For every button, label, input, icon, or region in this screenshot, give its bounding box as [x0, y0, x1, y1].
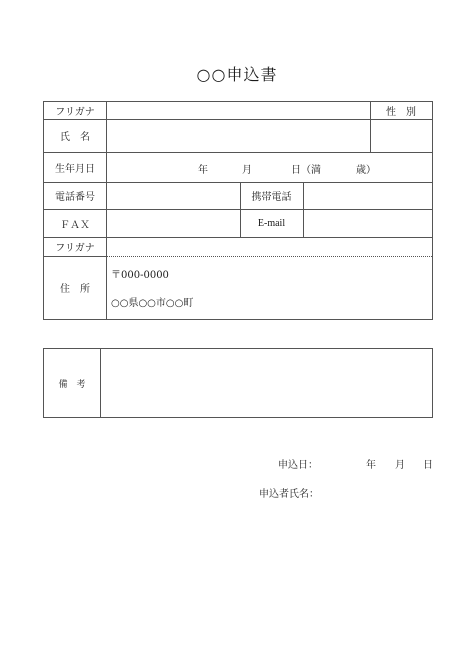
applicant-name-label: 申込者氏名：	[259, 489, 319, 500]
gender-label: 性 別	[386, 107, 416, 118]
furigana-input[interactable]	[107, 102, 370, 119]
address-value: ○○県○○市○○町	[111, 298, 194, 309]
email-label: E-mail	[257, 217, 286, 229]
row-divider-dotted	[106, 256, 432, 257]
address-label: 住 所	[60, 284, 90, 295]
date-month-label: 月	[395, 460, 405, 471]
mobile-input[interactable]	[304, 183, 432, 209]
application-date-label: 申込日：	[278, 460, 318, 471]
page-title: ○○申込書	[196, 65, 278, 84]
phone-input[interactable]	[107, 183, 240, 209]
mobile-label: 携帯電話	[251, 192, 292, 203]
date-year-label: 年	[366, 460, 376, 471]
address-furigana-input[interactable]	[107, 238, 432, 256]
address-furigana-label: フリガナ	[55, 243, 95, 254]
dob-year-label: 年	[198, 165, 208, 176]
fax-label: ＦＡＸ	[60, 219, 90, 231]
email-input[interactable]	[304, 210, 432, 237]
dob-month-label: 月	[242, 165, 252, 176]
fax-input[interactable]	[107, 210, 240, 237]
gender-input[interactable]	[371, 120, 432, 152]
name-input[interactable]	[107, 120, 370, 152]
dob-age-label: 歳）	[356, 165, 376, 176]
dob-label: 生年月日	[55, 163, 95, 175]
postal-code: 〒000-0000	[111, 270, 169, 281]
date-day-label: 日	[423, 460, 433, 471]
application-form-table	[43, 101, 433, 320]
furigana-label: フリガナ	[55, 107, 95, 118]
remarks-label: 備 考	[58, 379, 86, 390]
remarks-input[interactable]	[101, 349, 432, 417]
dob-day-label: 日（満	[291, 165, 321, 176]
remarks-box	[43, 348, 433, 418]
phone-label: 電話番号	[55, 192, 95, 203]
name-label: 氏 名	[60, 132, 90, 143]
